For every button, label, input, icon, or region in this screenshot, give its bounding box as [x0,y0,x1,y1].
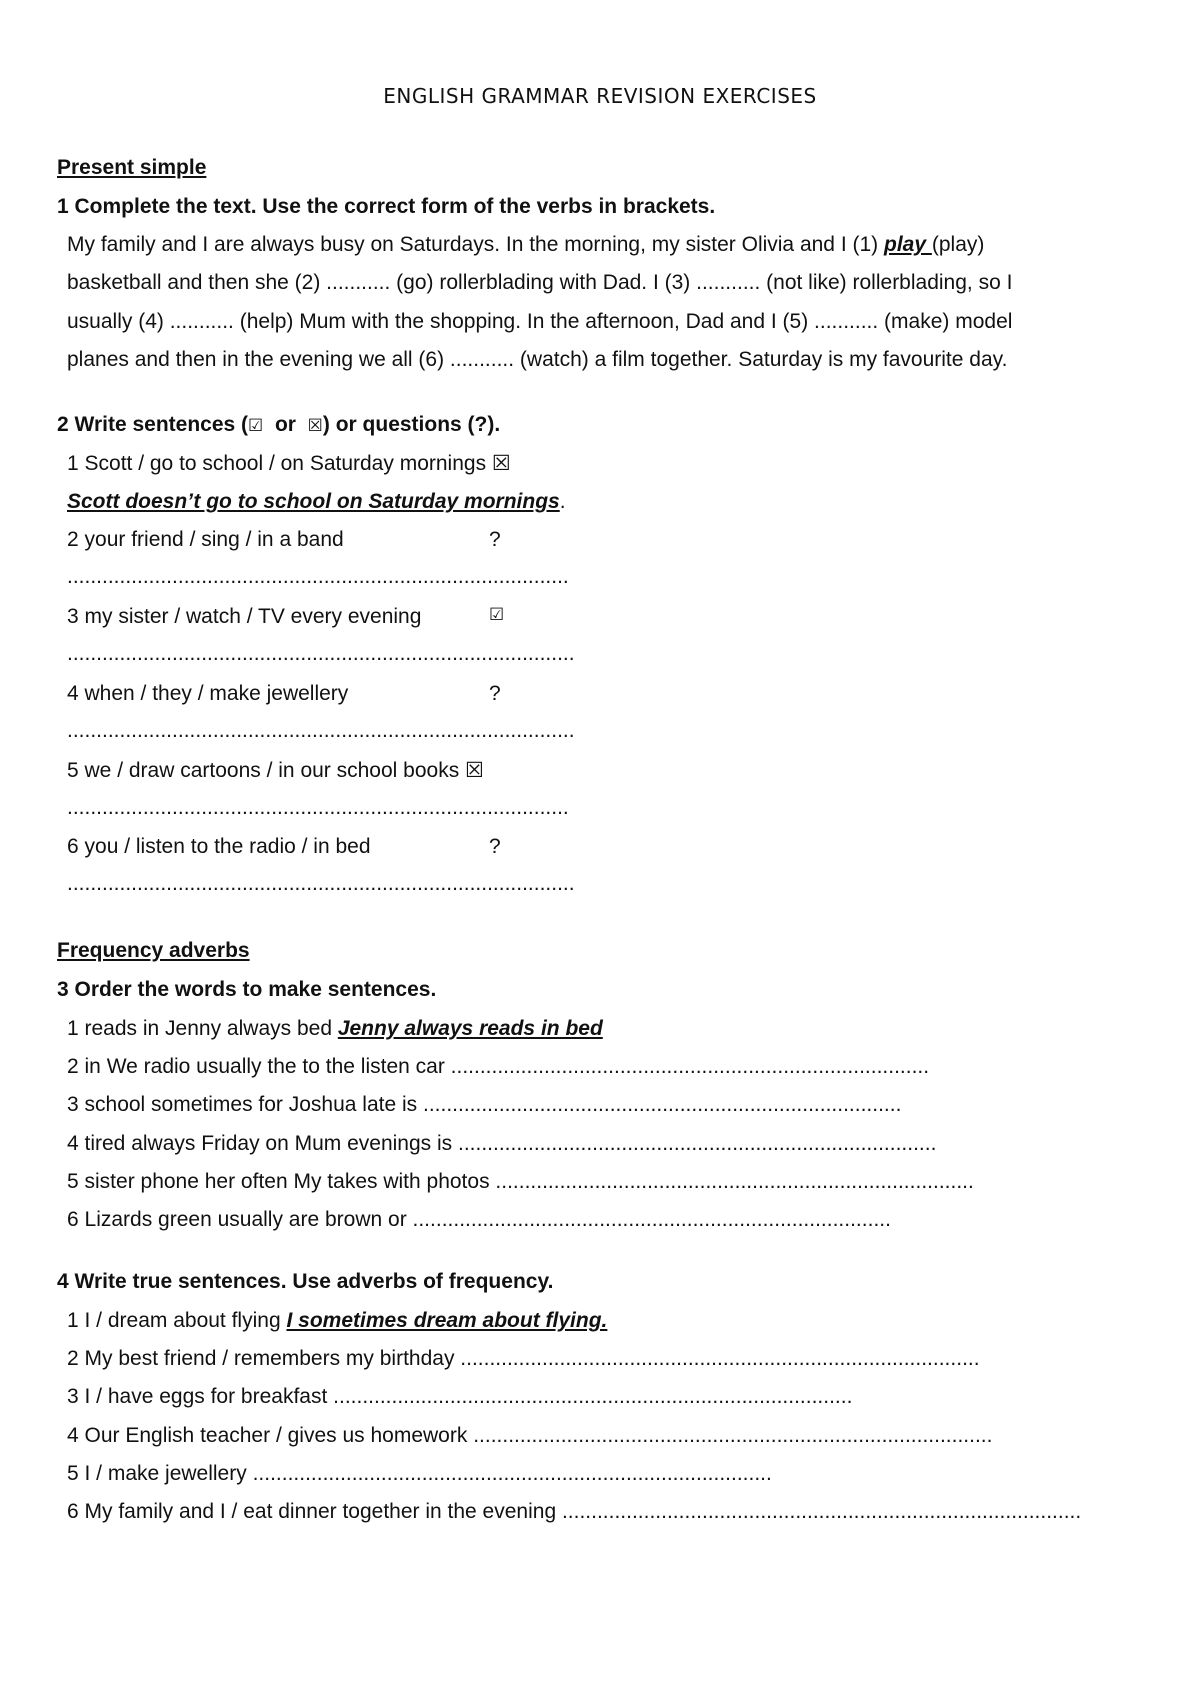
exercise-2-item-2 [67,529,507,550]
exercise-1-heading: 1 Complete the text. Use the correct form of the verbs in brackets. [57,195,716,218]
exercise-2-heading-or: or [263,413,308,436]
exercise-2-item-4-prompt: 4 when / they / make jewellery [67,682,349,705]
exercise-2-heading [57,414,500,435]
exercise-2-item-3-answer-line: ....................................................................................... [67,642,575,665]
question-mark: ? [489,682,501,705]
question-mark: ? [489,528,501,551]
section-present-simple: Present simple [57,156,207,179]
exercise-3-item-3: 3 school sometimes for Joshua late is .................................................................................. [67,1093,902,1116]
tick-box-icon: ☑ [248,416,264,435]
exercise-3-item-1 [67,1018,603,1039]
exercise-2-item-1-prompt: 1 Scott / go to school / on Saturday mornings ☒ [67,452,511,475]
exercise-2-item-6-prompt: 6 you / listen to the radio / in bed [67,835,371,858]
exercise-3-item-1-answer: Jenny always reads in bed [337,1017,603,1040]
exercise-2-item-5-prompt: 5 we / draw cartoons / in our school books ☒ [67,759,484,782]
exercise-4-item-1-answer: I sometimes dream about flying. [286,1309,608,1332]
exercise-2-heading-text: 2 Write sentences ( [57,413,249,436]
exercise-3-item-6: 6 Lizards green usually are brown or .................................................................................. [67,1208,891,1231]
question-mark: ? [489,835,501,858]
exercise-1-line-3: usually (4) ........... (help) Mum with the shopping. In the afternoon, Dad and I (5) ........... (make) model [67,310,1013,333]
exercise-2-item-6 [67,836,507,857]
exercise-2-item-2-answer-line: ...................................................................................... [67,565,569,588]
exercise-1-text: (play) [931,233,985,256]
exercise-2-item-1-period: . [559,490,566,513]
exercise-4-item-4: 4 Our English teacher / gives us homework ......................................................................................... [67,1424,993,1447]
exercise-3-item-5: 5 sister phone her often My takes with photos .................................................................................. [67,1170,974,1193]
exercise-3-heading: 3 Order the words to make sentences. [57,978,437,1001]
exercise-4-item-5: 5 I / make jewellery ......................................................................................... [67,1462,772,1485]
exercise-2-item-2-prompt: 2 your friend / sing / in a band [67,528,344,551]
page-title: ENGLISH GRAMMAR REVISION EXERCISES [383,84,817,108]
exercise-4-heading: 4 Write true sentences. Use adverbs of frequency. [57,1270,554,1293]
tick-box-icon: ☑ [489,605,505,624]
exercise-2-item-1-answer: Scott doesn’t go to school on Saturday mornings [67,490,560,513]
exercise-2-item-1-answer-line [67,491,566,512]
exercise-2-item-3-prompt: 3 my sister / watch / TV every evening [67,605,422,628]
exercise-1-answer: play [884,233,932,256]
exercise-2-item-3 [67,606,507,627]
exercise-2-item-4 [67,683,507,704]
exercise-1-line-4: planes and then in the evening we all (6) ........... (watch) a film together. Saturday is my favourite day. [67,348,1008,371]
exercise-1-text: My family and I are always busy on Saturdays. In the morning, my sister Olivia and I (1) [67,233,884,256]
exercise-2-item-5-answer-line: ...................................................................................... [67,796,569,819]
cross-box-icon: ☒ [307,416,323,435]
exercise-1-line-2: basketball and then she (2) ........... (go) rollerblading with Dad. I (3) ........... (not like) rollerblading, so I [67,271,1013,294]
exercise-3-item-1-prompt: 1 reads in Jenny always bed [67,1017,338,1040]
exercise-4-item-1-prompt: 1 I / dream about flying [67,1309,287,1332]
exercise-3-item-4: 4 tired always Friday on Mum evenings is .................................................................................. [67,1132,937,1155]
exercise-3-item-2: 2 in We radio usually the to the listen car .................................................................................. [67,1055,930,1078]
exercise-4-item-2: 2 My best friend / remembers my birthday ......................................................................................... [67,1347,980,1370]
section-frequency-adverbs: Frequency adverbs [57,939,250,962]
exercise-2-item-4-answer-line: ....................................................................................... [67,719,575,742]
exercise-1-line-1 [67,234,984,255]
exercise-2-item-6-answer-line: ....................................................................................... [67,872,575,895]
exercise-4-item-3: 3 I / have eggs for breakfast ......................................................................................... [67,1385,853,1408]
exercise-4-item-6: 6 My family and I / eat dinner together in the evening ......................................................................................... [67,1500,1082,1523]
exercise-4-item-1 [67,1310,607,1331]
exercise-2-heading-text: ) or questions (?). [322,413,501,436]
